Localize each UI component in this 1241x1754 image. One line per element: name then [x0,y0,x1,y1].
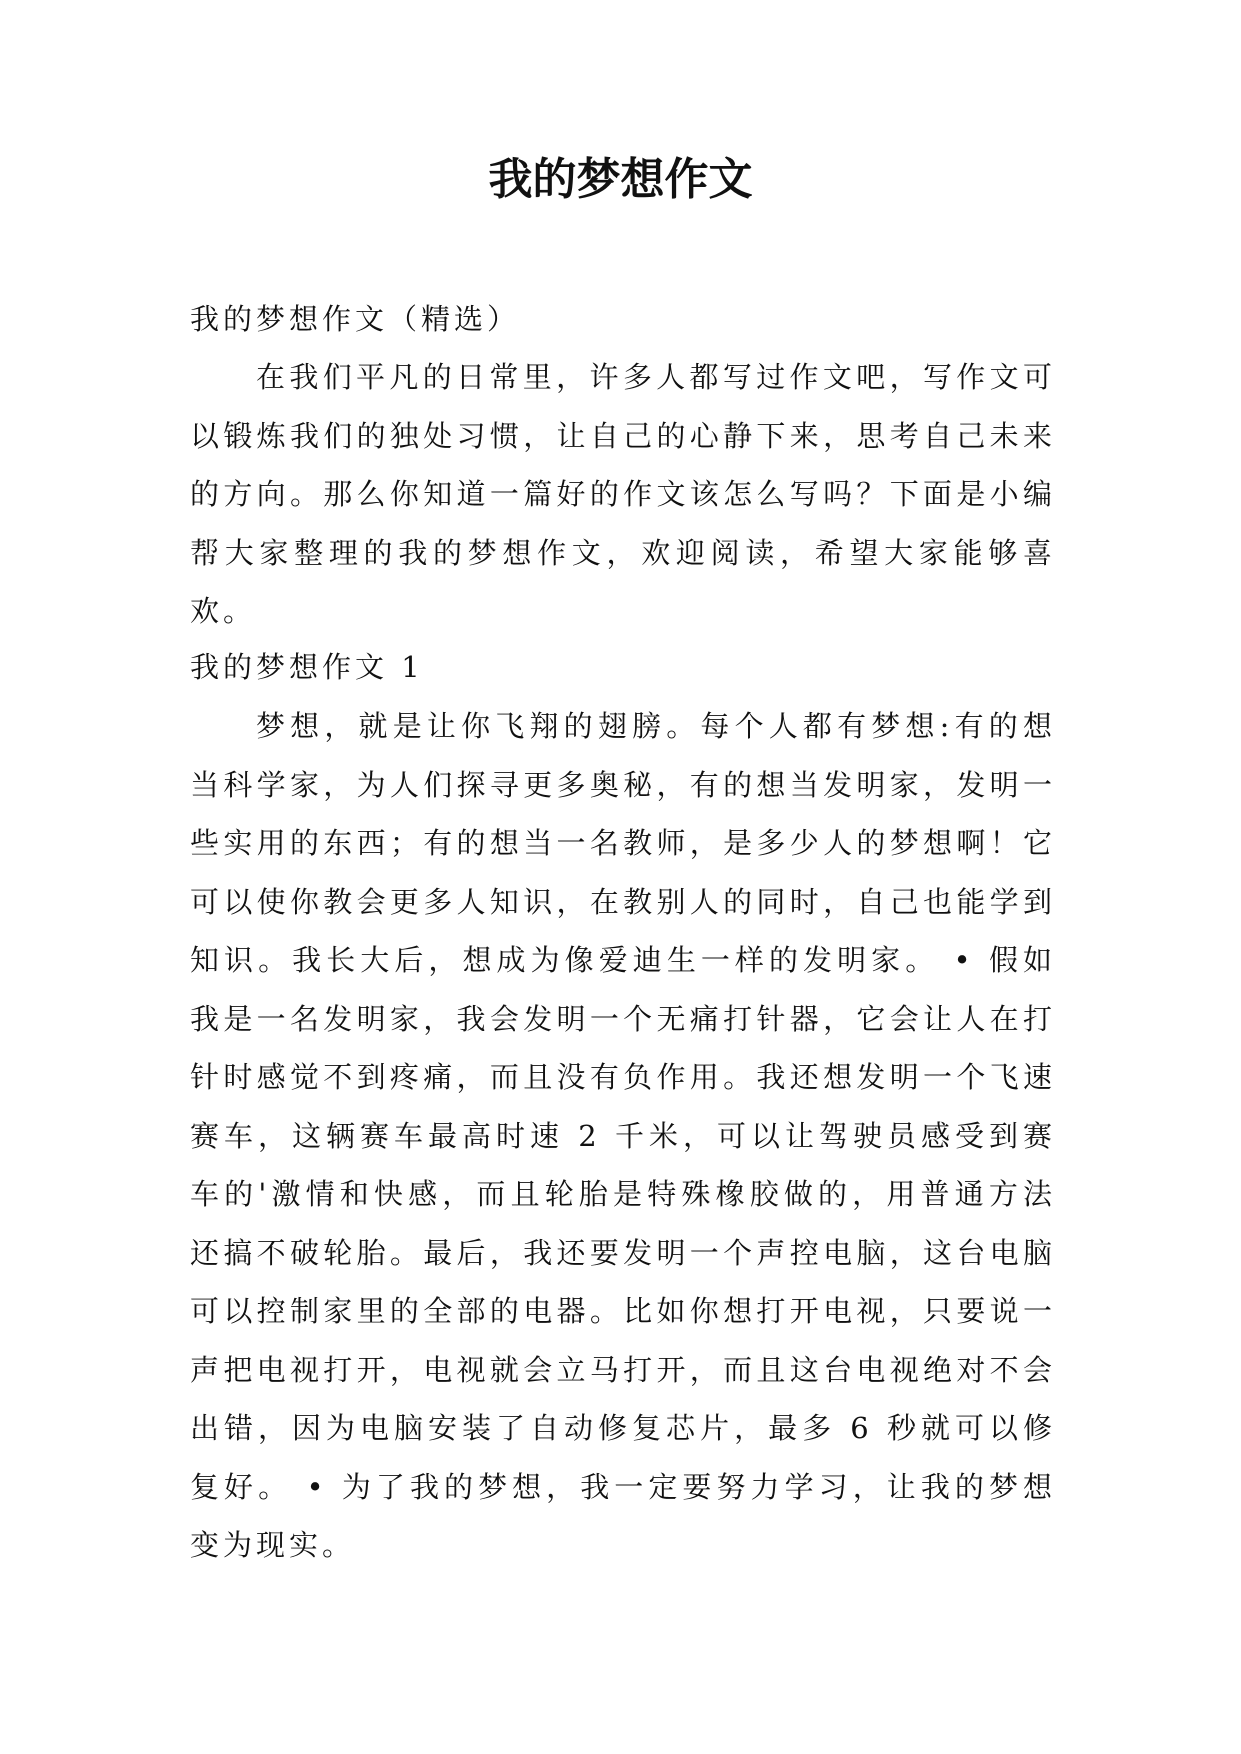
document-subtitle: 我的梦想作文（精选） [190,302,521,336]
section-body-paragraph: 梦想，就是让你飞翔的翅膀。每个人都有梦想:有的想当科学家，为人们探寻更多奥秘，有的想当发明家，发明一些实用的东西；有的想当一名教师，是多少人的梦想啊！它可以使你教会更多人知识，在教别人的同时，自己也能学到知识。我长大后，想成为像爱迪生一样的发明家。 • 假如我是一名发明家，我会发明一个无痛打针器，它会让人在打针时感觉不到疼痛，而且没有负作用。我还想发明一个飞速赛车，这辆赛车最高时速 2 千米，可以让驾驶员感受到赛车的'激情和快感，而且轮胎是特殊橡胶做的，用普通方法还搞不破轮胎。最后，我还要发明一个声控电脑，这台电脑可以控制家里的全部的电器。比如你想打开电视，只要说一声把电视打开，电视就会立马打开，而且这台电视绝对不会出错，因为电脑安装了自动修复芯片，最多 6 秒就可以修复好。 • 为了我的梦想，我一定要努力学习，让我的梦想变为现实。 [190,709,1056,1562]
section-heading: 我的梦想作文 1 [190,650,424,684]
page-title: 我的梦想作文 [488,154,753,205]
intro-paragraph: 在我们平凡的日常里，许多人都写过作文吧，写作文可以锻炼我们的独处习惯，让自己的心静下来，思考自己未来的方向。那么你知道一篇好的作文该怎么写吗？下面是小编帮大家整理的我的梦想作文，欢迎阅读，希望大家能够喜欢。 [190,360,1056,628]
